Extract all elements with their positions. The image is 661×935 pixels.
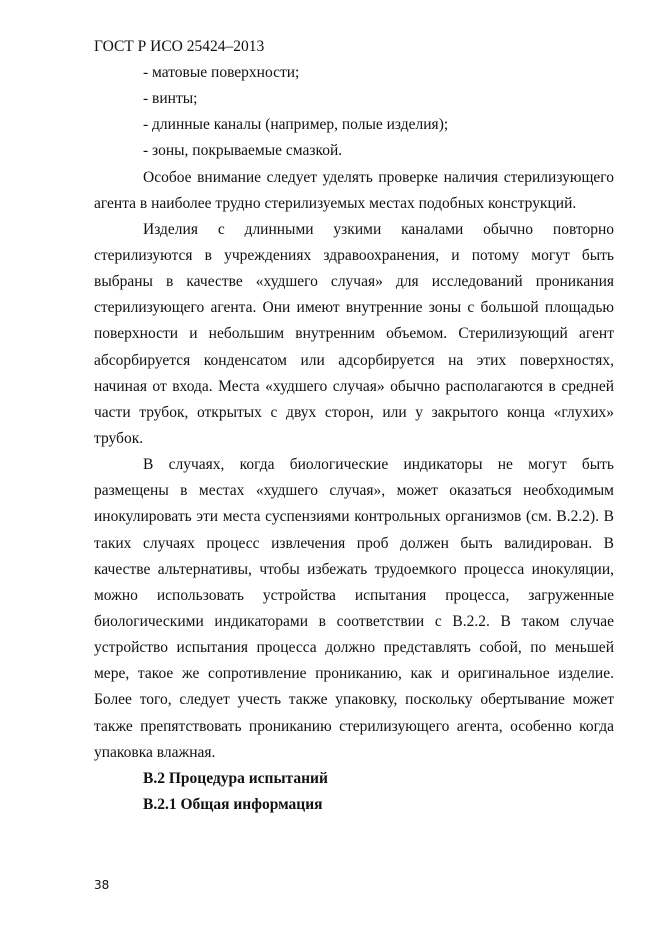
- text-line: В случаях, когда биологические индикаторы не могут быть: [143, 456, 614, 474]
- text-line: инокулировать эти места суспензиями контрольных организмов (см. В.2.2). В: [94, 508, 614, 526]
- text-line: мере, такое же сопротивление прониканию, как и оригинальное изделие.: [94, 665, 614, 683]
- text-line: агента в наиболее трудно стерилизуемых местах подобных конструкций.: [94, 194, 577, 212]
- text-line: размещены в местах «худшего случая», может оказаться необходимым: [94, 482, 614, 500]
- text-line: - зоны, покрываемые смазкой.: [143, 142, 343, 160]
- text-line: трубок.: [94, 429, 144, 447]
- text-line: Более того, следует учесть также упаковку, поскольку обертывание может: [94, 691, 614, 709]
- text-line: стерилизуются в учреждениях здравоохранения, и потому могут быть: [94, 246, 614, 264]
- section-heading: В.2.1 Общая информация: [143, 795, 323, 813]
- text-line: стерилизующего агента. Они имеют внутренние зоны с большой площадью: [94, 299, 614, 317]
- text-line: начиная от входа. Места «худшего случая» обычно располагаются в средней: [94, 377, 614, 395]
- text-line: Изделия с длинными узкими каналами обычно повторно: [143, 220, 614, 238]
- text-line: также препятствовать прониканию стерилизующего агента, особенно когда: [94, 717, 614, 735]
- text-line: части трубок, открытых с двух сторон, или у закрытого конца «глухих»: [94, 403, 614, 421]
- document-body: [94, 60, 614, 818]
- text-line: - винты;: [143, 90, 198, 108]
- text-line: - длинные каналы (например, полые изделия);: [143, 116, 449, 134]
- text-line: поверхности и небольшим внутренним объемом. Стерилизующий агент: [94, 325, 614, 343]
- text-line: качестве альтернативы, чтобы избежать трудоемкого процесса инокуляции,: [94, 560, 614, 578]
- text-line: Особое внимание следует уделять проверке наличия стерилизующего: [143, 168, 614, 186]
- text-line: таких случаях процесс извлечения проб должен быть валидирован. В: [94, 534, 614, 552]
- text-line: упаковка влажная.: [94, 743, 216, 761]
- text-line: устройство испытания процесса должно представлять собой, по меньшей: [94, 639, 614, 657]
- page-number: 38: [94, 878, 110, 892]
- text-line: абсорбируется конденсатом или адсорбируется на этих поверхностях,: [94, 351, 614, 369]
- text-line: биологическими индикаторами в соответствии с В.2.2. В таком случае: [94, 612, 614, 630]
- text-line: можно использовать устройства испытания процесса, загруженные: [94, 586, 614, 604]
- text-line: выбраны в качестве «худшего случая» для исследований проникания: [94, 273, 614, 291]
- section-heading: В.2 Процедура испытаний: [143, 769, 328, 787]
- text-line: - матовые поверхности;: [143, 64, 300, 81]
- document-header: ГОСТ Р ИСО 25424–2013: [94, 38, 265, 55]
